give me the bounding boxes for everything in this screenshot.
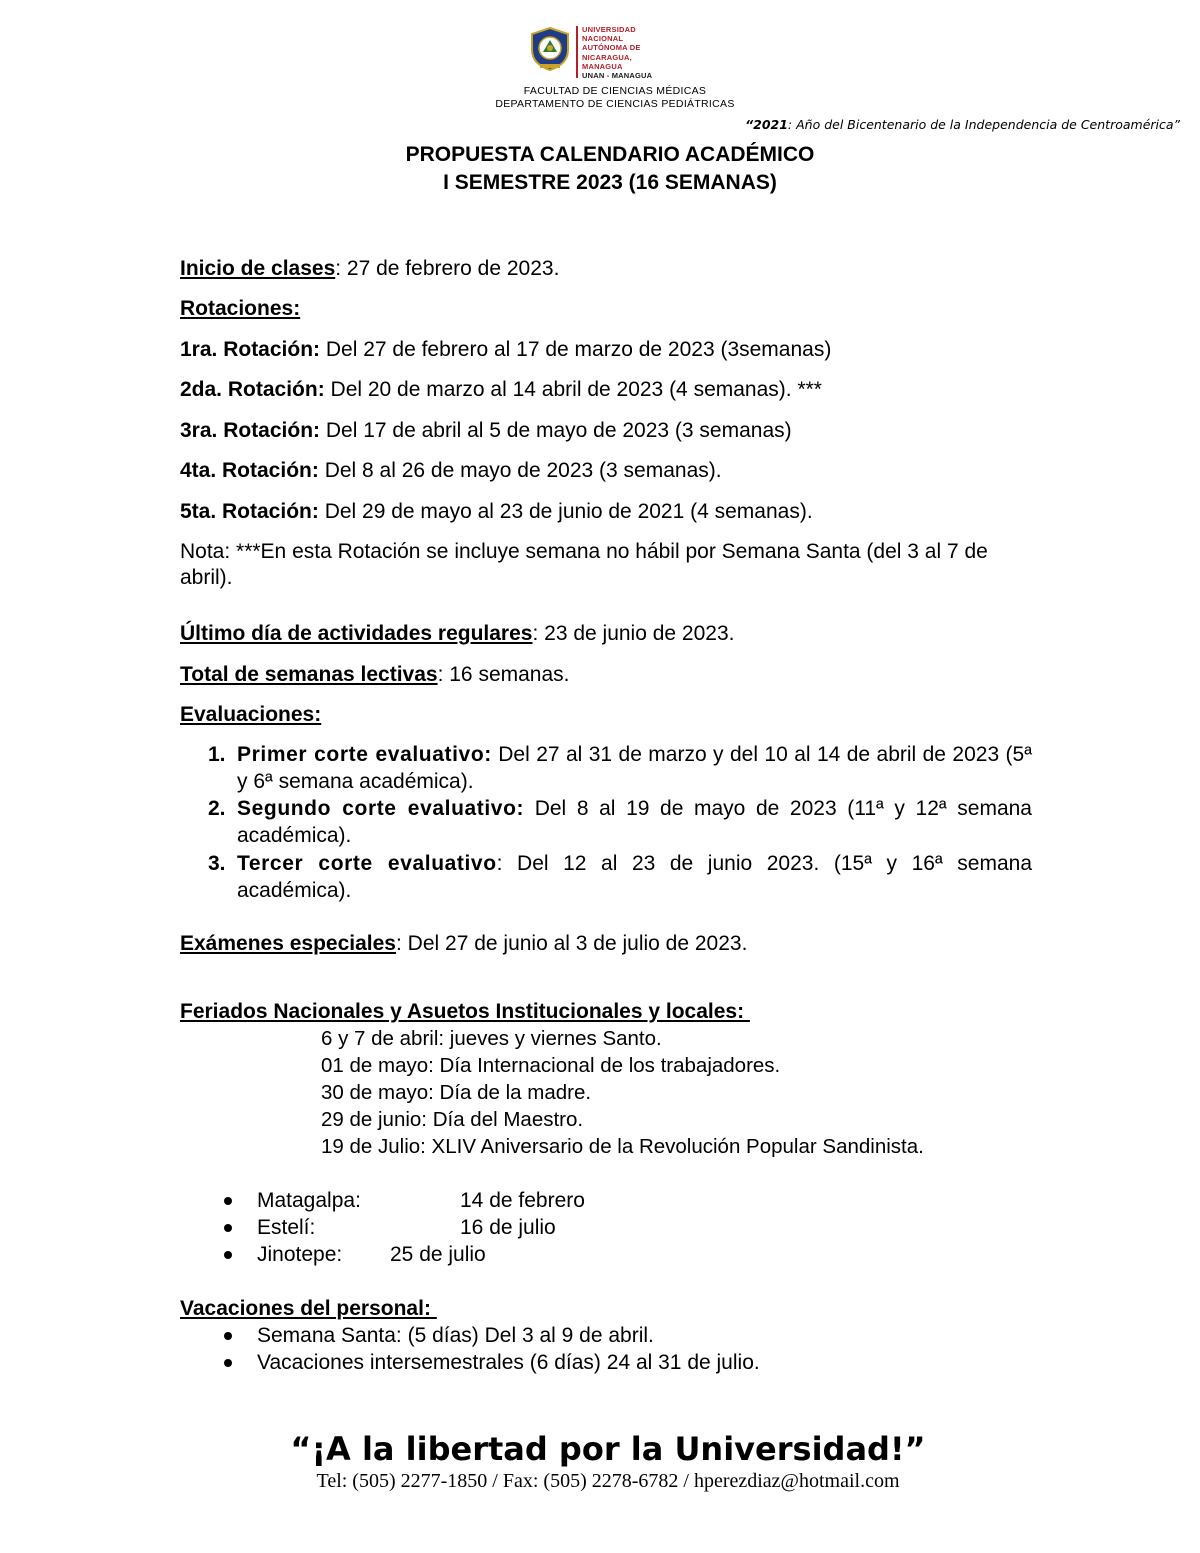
total-semanas-label: Total de semanas lectivas: [180, 663, 438, 686]
evaluation-value: : Del 12 al 23 de junio 2023. (15ª y 16ª semana académica).: [237, 852, 1032, 902]
rotation-value: Del 8 al 26 de mayo de 2023 (3 semanas).: [318, 459, 722, 482]
evaluation-number: 3.: [208, 852, 226, 875]
rotation-item: [180, 337, 831, 363]
rotation-item: [180, 458, 722, 484]
rotation-value: Del 29 de mayo al 23 de junio de 2021 (4 semanas).: [318, 500, 813, 523]
logo-line: MANAGUA: [582, 61, 623, 71]
footer-contact: Tel: (505) 2277-1850 / Fax: (505) 2278-6782 / hperezdiaz@hotmail.com: [316, 1470, 900, 1492]
logo-line: AUTÓNOMA DE: [582, 43, 641, 53]
inicio-label: Inicio de clases: [180, 257, 336, 280]
total-semanas: [180, 662, 569, 688]
total-semanas-value: : 16 semanas.: [437, 663, 570, 686]
ultimo-dia-label: Último día de actividades regulares: [180, 622, 533, 645]
ultimo-dia: [180, 621, 734, 647]
local-holiday-place: Jinotepe:: [257, 1243, 343, 1266]
rotation-label: 5ta. Rotación:: [180, 500, 319, 523]
rotation-label: 2da. Rotación:: [180, 378, 325, 401]
logo-text: [582, 25, 652, 80]
evaluation-item: [208, 741, 1032, 795]
rotation-label: 4ta. Rotación:: [180, 459, 319, 482]
year-motto-bold: “2021: [745, 117, 788, 132]
examenes-label: Exámenes especiales: [180, 932, 396, 955]
examenes-value: : Del 27 de junio al 3 de julio de 2023.: [396, 932, 748, 955]
logo-line: UNIVERSIDAD: [582, 25, 636, 34]
bullet-icon: [224, 1359, 232, 1367]
feriados-heading: Feriados Nacionales y Asuetos Institucionales y locales:: [180, 1000, 750, 1023]
holiday-item: 30 de mayo: Día de la madre.: [321, 1081, 592, 1104]
evaluation-value: Del 27 al 31 de marzo y del 10 al 14 de abril de 2023 (5ª y 6ª semana académica).: [237, 743, 1032, 793]
footer-motto: “¡A la libertad por la Universidad!”: [290, 1430, 926, 1468]
university-logo: [526, 22, 666, 82]
local-holiday-date: 25 de julio: [390, 1243, 486, 1266]
rotation-item: [180, 418, 792, 444]
inicio-clases: [180, 256, 559, 282]
university-seal-icon: [528, 26, 572, 72]
bullet-icon: [224, 1251, 232, 1259]
evaluation-item: [208, 850, 1032, 904]
holiday-item: 6 y 7 de abril: jueves y viernes Santo.: [321, 1027, 662, 1050]
local-holiday-date: 16 de julio: [460, 1216, 556, 1239]
rotation-item: [180, 377, 822, 403]
holiday-item: 19 de Julio: XLIV Aniversario de la Revolución Popular Sandinista.: [321, 1135, 924, 1158]
rotation-label: 1ra. Rotación:: [180, 338, 321, 361]
rotaciones-heading: Rotaciones:: [180, 297, 301, 320]
holiday-item: 01 de mayo: Día Internacional de los trabajadores.: [321, 1054, 781, 1077]
examenes-especiales: [180, 931, 747, 957]
vacation-text: Semana Santa: (5 días) Del 3 al 9 de abril.: [257, 1324, 654, 1347]
document-title: PROPUESTA CALENDARIO ACADÉMICO: [405, 143, 815, 166]
logo-divider: [576, 26, 578, 78]
vacaciones-heading: Vacaciones del personal:: [180, 1297, 437, 1320]
year-motto: [745, 117, 1180, 132]
evaluation-label: Segundo corte evaluativo:: [237, 797, 525, 820]
holiday-item: 29 de junio: Día del Maestro.: [321, 1108, 584, 1131]
rotation-value: Del 17 de abril al 5 de mayo de 2023 (3 semanas): [320, 419, 792, 442]
rotation-item: [180, 499, 813, 525]
inicio-value: : 27 de febrero de 2023.: [335, 257, 560, 280]
rotation-value: Del 20 de marzo al 14 abril de 2023 (4 semanas). ***: [324, 378, 822, 401]
bullet-icon: [224, 1332, 232, 1340]
evaluation-label: Tercer corte evaluativo: [237, 852, 497, 875]
evaluation-value: Del 8 al 19 de mayo de 2023 (11ª y 12ª semana académica).: [237, 797, 1032, 847]
evaluaciones-heading: Evaluaciones:: [180, 703, 322, 726]
ultimo-dia-value: : 23 de junio de 2023.: [532, 622, 735, 645]
rotation-note: Nota: ***En esta Rotación se incluye semana no hábil por Semana Santa (del 3 al 7 de abril).: [180, 540, 988, 589]
evaluation-number: 1.: [208, 743, 226, 766]
evaluation-item: [208, 795, 1032, 849]
year-motto-rest: : Año del Bicentenario de la Independencia de Centroamérica”: [787, 117, 1180, 132]
evaluation-number: 2.: [208, 797, 226, 820]
local-holiday-place: Estelí:: [257, 1216, 316, 1239]
logo-line: NICARAGUA,: [582, 52, 632, 62]
vacation-text: Vacaciones intersemestrales (6 días) 24 al 31 de julio.: [257, 1351, 760, 1374]
evaluation-label: Primer corte evaluativo:: [237, 743, 492, 766]
rotation-label: 3ra. Rotación:: [180, 419, 321, 442]
local-holiday-date: 14 de febrero: [460, 1189, 585, 1212]
bullet-icon: [224, 1197, 232, 1205]
department-name: DEPARTAMENTO DE CIENCIAS PEDIÁTRICAS: [495, 98, 735, 110]
local-holiday-place: Matagalpa:: [257, 1189, 361, 1212]
faculty-name: FACULTAD DE CIENCIAS MÉDICAS: [523, 85, 707, 97]
bullet-icon: [224, 1224, 232, 1232]
document-subtitle: I SEMESTRE 2023 (16 SEMANAS): [443, 171, 777, 194]
logo-line: UNAN - MANAGUA: [582, 71, 653, 81]
logo-line: NACIONAL: [582, 34, 624, 44]
rotation-value: Del 27 de febrero al 17 de marzo de 2023 (3semanas): [320, 338, 832, 361]
